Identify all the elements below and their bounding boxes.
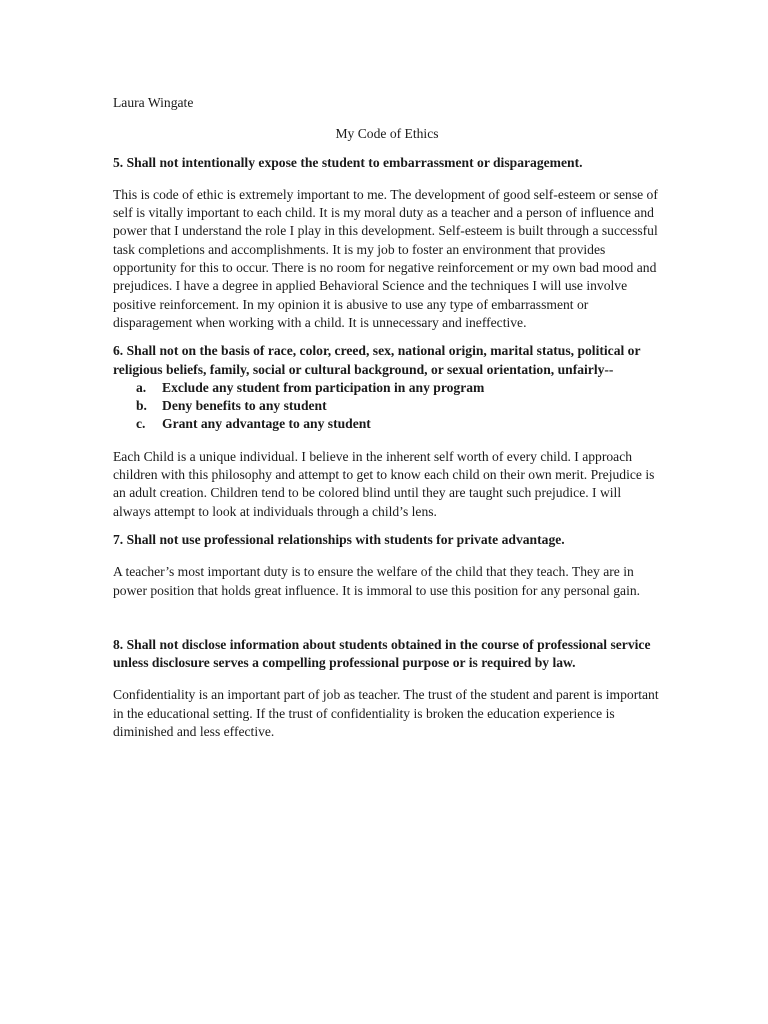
list-item-text: Exclude any student from participation in any program [162,379,485,395]
section-8-body: Confidentiality is an important part of job as teacher. The trust of the student and parent is important in the educational setting. If the trust of confidentiality is broken the education experience is diminished and less effective. [113,687,659,740]
list-item [113,379,661,397]
section-6-list [113,379,661,434]
list-marker: b. [136,398,147,414]
list-marker: c. [136,416,146,432]
list-item [113,397,661,415]
section-7-heading: 7. Shall not use professional relationships with students for private advantage. [113,531,565,547]
document-title: My Code of Ethics [335,126,439,142]
section-8-heading: 8. Shall not disclose information about students obtained in the course of professional service unless disclosure serves a compelling professional purpose or is required by law. [113,636,651,671]
document-page [113,94,661,751]
list-item-text: Grant any advantage to any student [162,416,371,432]
section-5-body: This is code of ethic is extremely important to me. The development of good self-esteem or sense of self is vitally important to each child. It is my moral duty as a teacher and a person of influence and power that I understand the role I play in this development. Self-esteem is built through a successful task completions and accomplishments. It is my job to foster an environment that provides opportunity for this to occur. There is no room for negative reinforcement or my own bad mood and prejudices. I have a degree in applied Behavioral Science and the techniques I will use involve positive reinforcement. In my opinion it is abusive to use any type of embarrassment or disparagement when working with a child. It is unnecessary and ineffective. [113,186,658,330]
author-name: Laura Wingate [113,95,194,110]
list-item-text: Deny benefits to any student [162,398,327,414]
list-marker: a. [136,379,147,395]
section-5-heading: 5. Shall not intentionally expose the student to embarrassment or disparagement. [113,154,583,170]
list-item [113,415,661,433]
section-7-body: A teacher’s most important duty is to ensure the welfare of the child that they teach. They are in power position that holds great influence. It is immoral to use this position for any personal gain. [113,564,641,598]
section-6-heading: 6. Shall not on the basis of race, color, creed, sex, national origin, marital status, political or religious beliefs, family, social or cultural background, or sexual orientation, unfairly-- [113,343,641,377]
section-6-body: Each Child is a unique individual. I believe in the inherent self worth of every child. I approach children with this philosophy and attempt to get to know each child on their own merit. Prejudice is an adult creation. Children tend to be colored blind until they are taught such prejudice. I will always attempt to look at individuals through a child’s lens. [113,448,655,519]
